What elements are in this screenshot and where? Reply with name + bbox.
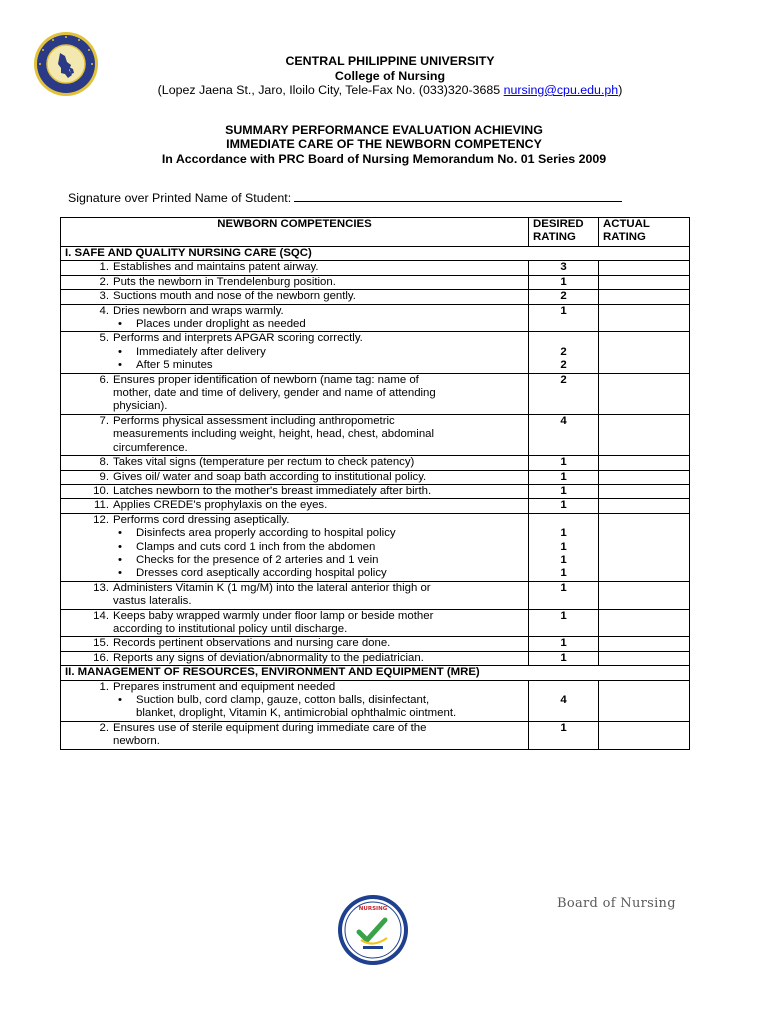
desired-rating-cell: 1 1 1 1 <box>529 513 599 581</box>
table-row <box>61 332 690 373</box>
section-title-sqc: I. SAFE AND QUALITY NURSING CARE (SQC) <box>61 247 690 261</box>
table-row <box>61 261 690 275</box>
competency-cell: 1. Establishes and maintains patent airway. <box>61 261 529 275</box>
sub-item: • Places under droplight as needed <box>65 318 524 331</box>
competency-cell: 15. Records pertinent observations and nursing care done. <box>61 637 529 651</box>
competency-cell: 8. Takes vital signs (temperature per rectum to check patency) <box>61 456 529 470</box>
competency-cell: 6. Ensures proper identification of newborn (name tag: name of mother, date and time of delivery, gender and name of attending physician). <box>61 373 529 414</box>
table-row <box>61 609 690 637</box>
actual-rating-cell[interactable] <box>599 513 690 581</box>
board-of-nursing-seal-icon <box>337 894 409 966</box>
section-row-mre <box>61 666 690 680</box>
actual-rating-cell[interactable] <box>599 651 690 665</box>
competency-cell: 16. Reports any signs of deviation/abnormality to the pediatrician. <box>61 651 529 665</box>
desired-rating-cell: 1 <box>529 470 599 484</box>
desired-rating-cell: 4 <box>529 414 599 455</box>
title-line-1: SUMMARY PERFORMANCE EVALUATION ACHIEVING <box>225 123 543 137</box>
table-row <box>61 721 690 749</box>
desired-rating-cell: 2 <box>529 290 599 304</box>
actual-rating-cell[interactable] <box>599 680 690 721</box>
desired-rating-cell: 1 <box>529 581 599 609</box>
actual-rating-cell[interactable] <box>599 290 690 304</box>
table-row <box>61 290 690 304</box>
table-row <box>61 581 690 609</box>
actual-rating-cell[interactable] <box>599 275 690 289</box>
signature-line[interactable] <box>294 191 622 202</box>
competency-cell: 2. Puts the newborn in Trendelenburg position. <box>61 275 529 289</box>
desired-rating-cell: 1 <box>529 499 599 513</box>
header-desired-rating: DESIRED RATING <box>529 218 599 247</box>
table-row <box>61 414 690 455</box>
sub-item: • Clamps and cuts cord 1 inch from the abdomen <box>65 541 524 554</box>
competency-cell: 13. Administers Vitamin K (1 mg/M) into the lateral anterior thigh or vastus lateralis. <box>61 581 529 609</box>
competency-cell: 12. Performs cord dressing aseptically. • Disinfects area properly according to hospital policy • Clamps and cuts cord 1 inch from the abdomen • Checks for the presence of 2 arteries and 1 vein • Dresses cord aseptically according hospital policy <box>61 513 529 581</box>
desired-rating-cell: 1 <box>529 484 599 498</box>
competency-cell: 14. Keeps baby wrapped warmly under floor lamp or beside mother according to institutional policy until discharge. <box>61 609 529 637</box>
desired-rating-cell: 1 <box>529 637 599 651</box>
sub-item: • Dresses cord aseptically according hospital policy <box>65 567 524 580</box>
table-row <box>61 456 690 470</box>
actual-rating-cell[interactable] <box>599 499 690 513</box>
competency-cell: 2. Ensures use of sterile equipment during immediate care of the newborn. <box>61 721 529 749</box>
desired-rating-cell: 1 <box>529 456 599 470</box>
actual-rating-cell[interactable] <box>599 721 690 749</box>
section-title-mre: II. MANAGEMENT OF RESOURCES, ENVIRONMENT AND EQUIPMENT (MRE) <box>61 666 690 680</box>
competency-cell: 3. Suctions mouth and nose of the newborn gently. <box>61 290 529 304</box>
document-title <box>80 123 688 166</box>
actual-rating-cell[interactable] <box>599 332 690 373</box>
table-row <box>61 304 690 332</box>
table-row <box>61 499 690 513</box>
address-line <box>110 83 670 98</box>
desired-rating-cell: 1 <box>529 609 599 637</box>
college-name: College of Nursing <box>334 68 446 83</box>
table-row <box>61 373 690 414</box>
actual-rating-cell[interactable] <box>599 456 690 470</box>
actual-rating-cell[interactable] <box>599 261 690 275</box>
desired-rating-cell: 1 <box>529 275 599 289</box>
actual-rating-cell[interactable] <box>599 637 690 651</box>
svg-text:NURSING: NURSING <box>358 906 388 912</box>
competency-cell: 7. Performs physical assessment including anthropometric measurements including weight, height, head, chest, abdominal circumference. <box>61 414 529 455</box>
sub-item: • Disinfects area properly according to hospital policy <box>65 527 524 540</box>
competency-table <box>60 217 690 750</box>
actual-rating-cell[interactable] <box>599 470 690 484</box>
signature-field[interactable] <box>68 191 622 205</box>
address-text: (Lopez Jaena St., Jaro, Iloilo City, Tele-Fax No. (033)320-3685 <box>157 83 504 97</box>
table-row <box>61 513 690 581</box>
competency-cell: 10. Latches newborn to the mother's breast immediately after birth. <box>61 484 529 498</box>
desired-rating-cell: 2 2 <box>529 332 599 373</box>
university-name: CENTRAL PHILIPPINE UNIVERSITY <box>285 54 495 68</box>
header-competencies: NEWBORN COMPETENCIES <box>61 218 529 247</box>
sub-item: • Immediately after delivery <box>65 346 524 359</box>
competency-cell: 1. Prepares instrument and equipment needed • Suction bulb, cord clamp, gauze, cotton balls, disinfectant, blanket, droplight, Vitamin K, antimicrobial ophthalmic ointment. <box>61 680 529 721</box>
desired-rating-cell: 4 <box>529 680 599 721</box>
actual-rating-cell[interactable] <box>599 581 690 609</box>
competency-cell: 9. Gives oil/ water and soap bath according to institutional policy. <box>61 470 529 484</box>
section-row-sqc <box>61 247 690 261</box>
desired-rating-cell: 2 <box>529 373 599 414</box>
sub-item-continued: blanket, droplight, Vitamin K, antimicrobial ophthalmic ointment. <box>136 707 457 720</box>
actual-rating-cell[interactable] <box>599 414 690 455</box>
table-row <box>61 470 690 484</box>
actual-rating-cell[interactable] <box>599 484 690 498</box>
header-actual-rating: ACTUAL RATING <box>599 218 690 247</box>
university-seal-icon <box>33 31 99 97</box>
table-row <box>61 680 690 721</box>
board-of-nursing-label: Board of Nursing <box>557 896 676 911</box>
desired-rating-cell: 1 <box>529 651 599 665</box>
table-row <box>61 484 690 498</box>
sub-item: • After 5 minutes <box>65 359 524 372</box>
title-line-2: IMMEDIATE CARE OF THE NEWBORN COMPETENCY <box>226 137 542 152</box>
address-close: ) <box>618 83 623 97</box>
sub-item: • Suction bulb, cord clamp, gauze, cotton balls, disinfectant, <box>65 694 524 707</box>
table-row <box>61 275 690 289</box>
desired-rating-cell: 1 <box>529 721 599 749</box>
desired-rating-cell: 1 <box>529 304 599 332</box>
competency-cell: 5. Performs and interprets APGAR scoring correctly. • Immediately after delivery • After 5 minutes <box>61 332 529 373</box>
table-row <box>61 637 690 651</box>
desired-rating-cell: 3 <box>529 261 599 275</box>
actual-rating-cell[interactable] <box>599 373 690 414</box>
competency-cell: 4. Dries newborn and wraps warmly. • Places under droplight as needed <box>61 304 529 332</box>
letterhead <box>110 54 670 98</box>
signature-label: Signature over Printed Name of Student: <box>68 191 292 205</box>
actual-rating-cell[interactable] <box>599 609 690 637</box>
email-link[interactable]: nursing@cpu.edu.ph <box>503 83 619 97</box>
table-row <box>61 651 690 665</box>
table-header-row <box>61 218 690 247</box>
actual-rating-cell[interactable] <box>599 304 690 332</box>
competency-cell: 11. Applies CREDE's prophylaxis on the eyes. <box>61 499 529 513</box>
sub-item: • Checks for the presence of 2 arteries and 1 vein <box>65 554 524 567</box>
title-line-3: In Accordance with PRC Board of Nursing Memorandum No. 01 Series 2009 <box>161 151 607 166</box>
